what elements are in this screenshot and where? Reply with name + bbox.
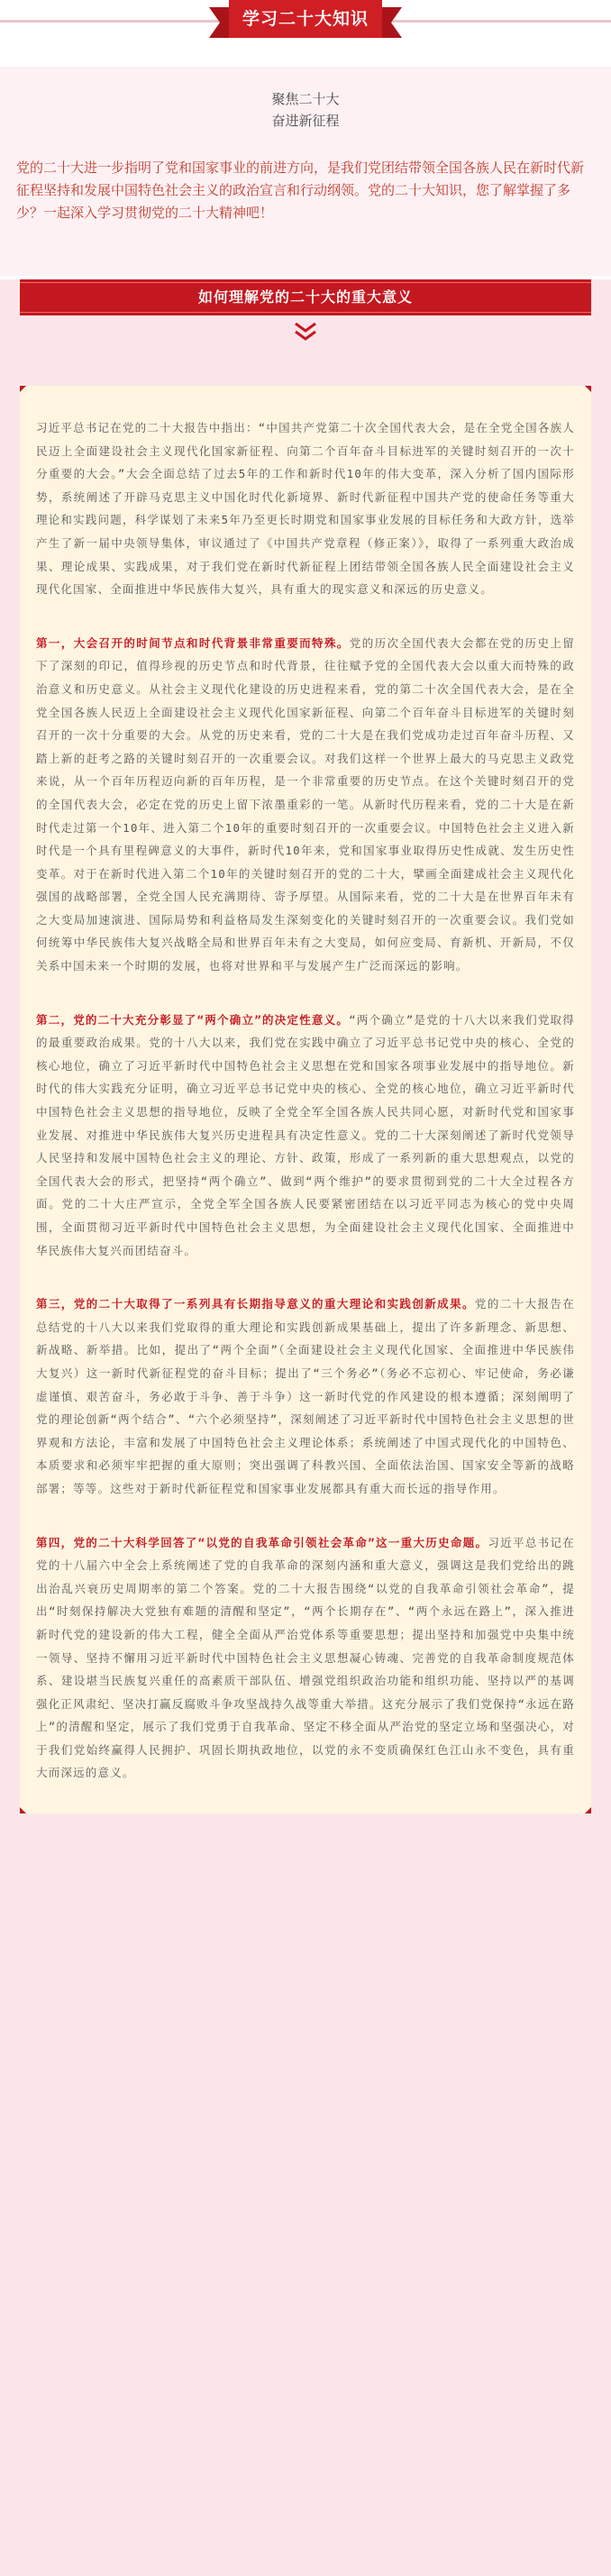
paragraph-text: 党的二十大报告在总结党的十八大以来我们党取得的重大理论和实践创新成果基础上，提出了许多新理念、新思想、新战略、新举措。比如，提出了“两个全面”（全面建设社会主义现代化国家、全面推进中华民族伟大复兴）这一新时代新征程党的奋斗目标；提出了“三个务必”（务必不忘初心、牢记使命，务必谦虚谨慎、艰苦奋斗，务必敢于斗争、善于斗争）这一新时代党的作风建设的根本遵循；深刻阐明了党的理论创新“两个结合”、“六个必须坚持”，深刻阐述了习近平新时代中国特色社会主义思想的世界观和方法论，丰富和发展了中国特色社会主义理论体系；系统阐述了中国式现代化的中国特色、本质要求和必须牢牢把握的重大原则；突出强调了科教兴国、全面依法治国、国家安全等新的战略部署；等等。这些对于新时代新征程党和国家事业发展都具有重大而长远的指导作用。 (36, 1297, 575, 1495)
significance-section (0, 279, 611, 2576)
paragraph-text: “两个确立”是党的十八大以来我们党取得的最重要政治成果。党的十八大以来，我们党在实践中确立了习近平总书记党中央的核心、全党的核心地位，确立了习近平新时代中国特色社会主义思想在党和国家各项事业发展中的指导地位。新时代的伟大实践充分证明，确立习近平总书记党中央的核心、全党的核心地位，确立习近平新时代中国特色社会主义思想的指导地位，反映了全党全军全国各族人民共同心愿，对新时代党和国家事业发展、对推进中华民族伟大复兴历史进程具有决定性意义。党的二十大深刻阐述了新时代党领导人民坚持和发展中国特色社会主义的理论、方针、政策，形成了一系列新的重大思想观点，以党的全国代表大会的形式，把坚持“两个确立”、做到“两个维护”的要求贯彻到党的二十大全过程各方面。党的二十大庄严宣示，全党全军全国各族人民要紧密团结在以习近平同志为核心的党中央周围，全面贯彻习近平新时代中国特色社会主义思想，为全面建设社会主义现代化国家、全面推进中华民族伟大复兴而团结奋斗。 (36, 1012, 575, 1257)
intro-card (0, 67, 611, 276)
paragraph-lead: 第一，大会召开的时间节点和时代背景非常重要而特殊。 (36, 635, 350, 650)
corner-decoration (585, 386, 591, 392)
intro-title-line2: 奋进新征程 (271, 113, 340, 129)
double-chevron-down-icon (0, 315, 611, 352)
paragraph-text: 习近平总书记在党的二十大报告中指出：“中国共产党第二十次全国代表大会，是在全党全国各族人民迈上全面建设社会主义现代化国家新征程、向第二个百年奋斗目标进军的关键时刻召开的一次十分重要的大会。”大会全面总结了过去5年的工作和新时代10年的伟大变革，深入分析了国内国际形势，系统阐述了开辟马克思主义中国化时代化新境界、新时代新征程中国共产党的使命任务等重大理论和实践问题，科学谋划了未来5年乃至更长时期党和国家事业发展的目标任务和大政方针，选举产生了新一届中央领导集体，审议通过了《中国共产党章程（修正案）》，取得了一系列重大政治成果、理论成果、实践成果，对于我们党在新时代新征程上团结带领全国各族人民全面建设社会主义现代化国家、全面推进中华民族伟大复兴，具有重大的现实意义和深远的历史意义。 (36, 421, 575, 597)
paragraph-text: 党的历次全国代表大会都在党的历史上留下了深刻的印记，值得珍视的历史节点和时代背景，往往赋予党的全国代表大会以重大而特殊的政治意义和历史意义。从社会主义现代化建设的历史进程来看，党的第二十次全国代表大会，是在全党全国各族人民迈上全面建设社会主义现代化国家新征程、向第二个百年奋斗目标进军的关键时刻召开的一次十分重要的大会。从党的历史来看，党的二十大是在我们党成功走过百年奋斗历程、又踏上新的赶考之路的关键时刻召开的一次重要会议。对我们这样一个世界上最大的马克思主义政党来说，从一个百年历程迈向新的百年历程，是一个非常重要的历史节点。在这个关键时刻召开的党的全国代表大会，必定在党的历史上留下浓墨重彩的一笔。从新时代历程来看，党的二十大是在新时代走过第一个10年、进入第二个10年的重要时刻召开的一次重要会议。中国特色社会主义进入新时代是一个具有里程碑意义的大事件，新时代10年来，党和国家事业取得历史性成就、发生历史性变革。对于在新时代进入第二个10年的关键时刻召开的党的二十大，擘画全面建成社会主义现代化强国的战略部署，全党全国人民充满期待、寄予厚望。从国际来看，党的二十大是在世界百年未有之大变局加速演进、国际局势和利益格局发生深刻变化的关键时刻召开的一次重要会议。我们党如何统筹中华民族伟大复兴战略全局和世界百年未有之大变局，如何应变局、育新机、开新局，不仅关系中国未来一个时期的发展，也将对世界和平与发展产生广泛而深远的影响。 (36, 635, 575, 973)
paragraph-intro (36, 416, 575, 601)
banner-area (0, 0, 611, 47)
paragraph-lead: 第四，党的二十大科学回答了“以党的自我革命引领社会革命”这一重大历史命题。 (36, 1535, 488, 1549)
banner-title: 学习二十大知识 (229, 0, 382, 38)
paragraph-third (36, 1293, 575, 1500)
paragraph-first (36, 632, 575, 978)
section-header: 如何理解党的二十大的重大意义 (20, 279, 591, 315)
paragraph-lead: 第二，党的二十大充分彰显了“两个确立”的决定性意义。 (36, 1012, 350, 1027)
corner-decoration (20, 386, 26, 392)
corner-decoration (20, 1807, 26, 1813)
paragraph-second (36, 1009, 575, 1263)
intro-title-line1: 聚焦二十大 (271, 91, 340, 107)
paragraph-fourth (36, 1531, 575, 1786)
intro-text: 党的二十大进一步指明了党和国家事业的前进方向，是我们党团结带领全国各族人民在新时代新征程坚持和发展中国特色社会主义的政治宣言和行动纲领。党的二十大知识，您了解掌握了多少？一起深入学习贯彻党的二十大精神吧！ (16, 160, 585, 221)
content-card (20, 386, 591, 1813)
paragraph-text: 习近平总书记在党的十八届六中全会上系统阐述了党的自我革命的深刻内涵和重大意义，强调这是我们党给出的跳出治乱兴衰历史周期率的第二个答案。党的二十大报告围绕“以党的自我革命引领社会革命”，提出“时刻保持解决大党独有难题的清醒和坚定”，“两个长期存在”、“两个永远在路上”，深入推进新时代党的建设新的伟大工程，健全全面从严治党体系等重要思想；提出坚持和加强党中央集中统一领导、坚持不懈用习近平新时代中国特色社会主义思想凝心铸魂、完善党的自我革命制度规范体系、建设堪当民族复兴重任的高素质干部队伍、增强党组织政治功能和组织功能、坚持以严的基调强化正风肃纪、坚决打赢反腐败斗争攻坚战持久战等重大举措。这充分展示了我们党保持“永远在路上”的清醒和坚定，展示了我们党勇于自我革命、坚定不移全面从严治党的坚定立场和坚强决心，对于我们党始终赢得人民拥护、巩固长期执政地位，以党的永不变质确保红色江山永不变色，具有重大而深远的意义。 (36, 1535, 576, 1780)
corner-decoration (585, 1807, 591, 1813)
paragraph-lead: 第三，党的二十大取得了一系列具有长期指导意义的重大理论和实践创新成果。 (36, 1297, 475, 1311)
